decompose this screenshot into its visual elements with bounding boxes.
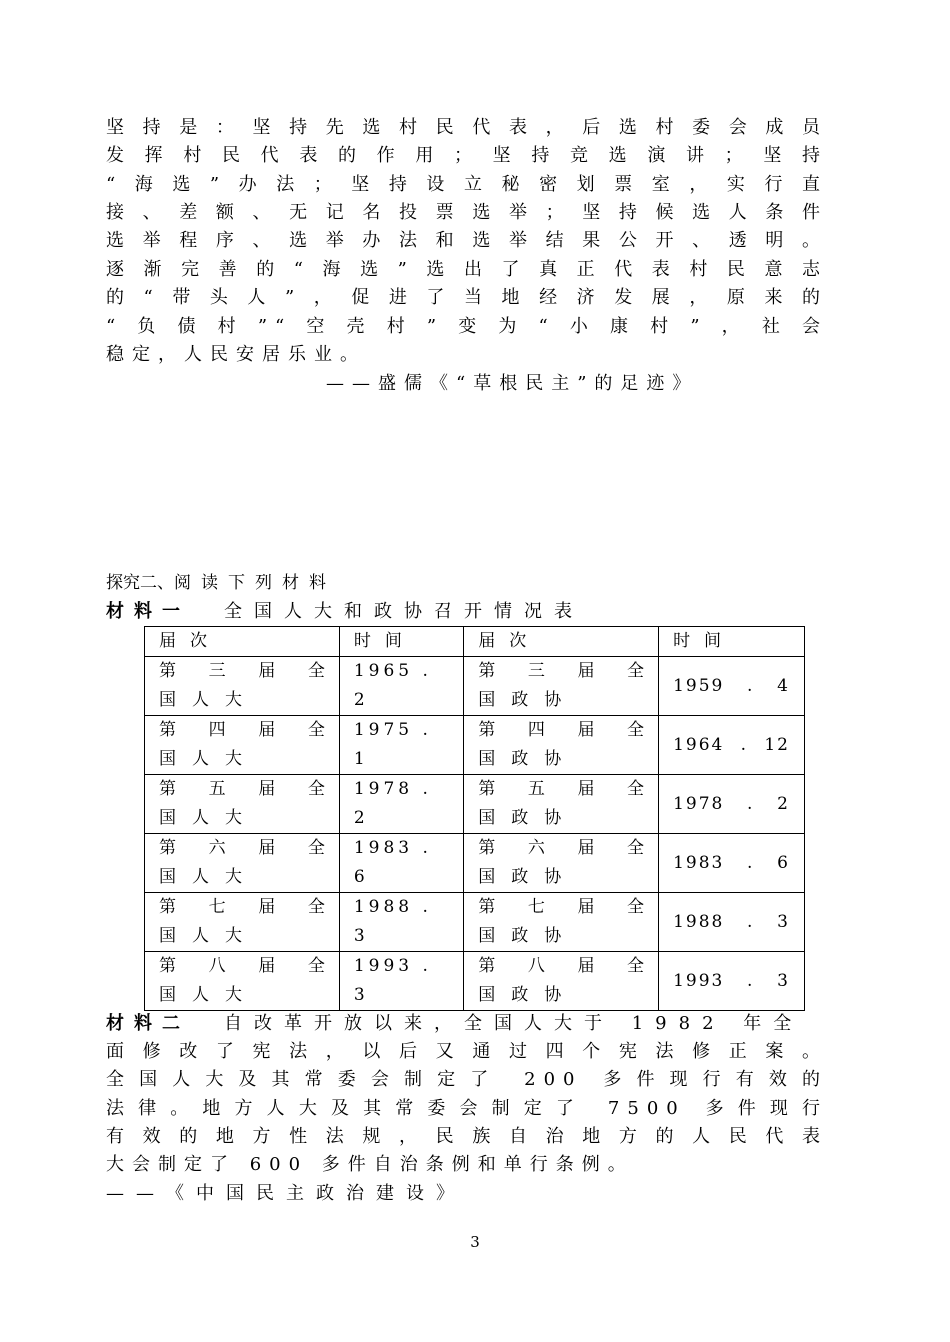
table-row xyxy=(145,657,805,716)
cppcc-session-cell xyxy=(464,716,659,775)
cppcc-time-cell xyxy=(659,716,805,775)
cppcc-session-name: 第六届全 xyxy=(478,838,645,858)
cppcc-time-cell xyxy=(659,893,805,952)
table-row xyxy=(145,716,805,775)
cppcc-session-name: 国政协 xyxy=(478,985,578,1005)
cppcc-session-name: 第五届全 xyxy=(478,779,645,799)
cppcc-time: 1978 . 2 xyxy=(673,793,790,814)
npc-session-cell xyxy=(145,893,340,952)
table-header-cell: 时间 xyxy=(339,627,463,657)
npc-session-cell xyxy=(145,834,340,893)
cppcc-session-cell xyxy=(464,834,659,893)
npc-session-name: 第三届全 xyxy=(159,661,325,681)
npc-time: 6 xyxy=(353,867,365,887)
table-header-row xyxy=(145,627,805,657)
page-number: 3 xyxy=(470,1233,480,1251)
npc-session-name: 第五届全 xyxy=(159,779,325,799)
npc-session-cell xyxy=(145,952,340,1011)
npc-time: 2 xyxy=(353,690,365,710)
npc-time-cell xyxy=(339,657,463,716)
cppcc-session-name: 国政协 xyxy=(478,749,578,769)
npc-time: 1988 . xyxy=(353,897,432,917)
npc-session-name: 第六届全 xyxy=(159,838,325,858)
npc-time-cell xyxy=(339,893,463,952)
cppcc-time: 1993 . 3 xyxy=(673,970,790,991)
npc-time-cell xyxy=(339,834,463,893)
table-header-cell: 届次 xyxy=(464,627,659,657)
table-header-cell: 届次 xyxy=(145,627,340,657)
material-2-text: 自改革开放以来，全国人大于 1982 年全 xyxy=(224,1013,804,1034)
npc-time-cell xyxy=(339,775,463,834)
material-2-line: 法律。地方人大及其常委会制定了 7500 多件现行 xyxy=(106,1098,828,1119)
section-2-prefix: 探究二、 xyxy=(106,573,174,593)
paragraph-1-line: 逐渐完善的“海选”选出了真正代表村民意志 xyxy=(106,259,828,280)
section-2-heading xyxy=(106,570,336,596)
cppcc-time-cell xyxy=(659,834,805,893)
npc-time: 1975 . xyxy=(353,720,432,740)
cppcc-time: 1959 . 4 xyxy=(673,675,790,696)
cppcc-session-name: 第三届全 xyxy=(478,661,645,681)
npc-session-name: 国人大 xyxy=(159,867,258,887)
cppcc-time: 1988 . 3 xyxy=(673,911,790,932)
npc-session-name: 国人大 xyxy=(159,926,258,946)
cppcc-session-name: 国政协 xyxy=(478,690,578,710)
material-1-title: 全国人大和政协召开情况表 xyxy=(224,601,584,622)
cppcc-time-cell xyxy=(659,657,805,716)
cppcc-time-cell xyxy=(659,952,805,1011)
cppcc-session-cell xyxy=(464,952,659,1011)
npc-time: 1983 . xyxy=(353,838,432,858)
npc-session-name: 第四届全 xyxy=(159,720,325,740)
paragraph-1-line: 坚持是：坚持先选村民代表，后选村委会成员 xyxy=(106,117,828,138)
cppcc-time-cell xyxy=(659,775,805,834)
material-2-first-line xyxy=(106,1010,828,1038)
npc-time: 3 xyxy=(353,985,365,1005)
material-2-line: 大会制定了 600 多件自治条例和单行条例。 xyxy=(106,1154,634,1175)
npc-time-cell xyxy=(339,716,463,775)
cppcc-session-name: 国政协 xyxy=(478,808,578,828)
paragraph-1-source: ——盛儒《“草根民主”的足迹》 xyxy=(326,373,699,394)
cppcc-session-cell xyxy=(464,657,659,716)
table-row xyxy=(145,893,805,952)
paragraph-1-line: 接、差额、无记名投票选举；坚持候选人条件 xyxy=(106,202,828,223)
table-row xyxy=(145,775,805,834)
npc-session-name: 国人大 xyxy=(159,808,258,828)
cppcc-time: 1964 . 12 xyxy=(673,734,790,755)
paragraph-1-line: 的“带头人”，促进了当地经济发展，原来的 xyxy=(106,287,828,308)
npc-time: 3 xyxy=(353,926,365,946)
paragraph-1-line: “海选”办法；坚持设立秘密划票室，实行直 xyxy=(106,174,828,195)
npc-session-cell xyxy=(145,775,340,834)
material-1-heading xyxy=(106,598,584,626)
npc-session-cell xyxy=(145,657,340,716)
paragraph-1-line: 选举程序、选举办法和选举结果公开、透明。 xyxy=(106,230,828,251)
cppcc-session-name: 第七届全 xyxy=(478,897,645,917)
material-2-line: 面修改了宪法，以后又通过四个宪法修正案。 xyxy=(106,1041,828,1062)
npc-session-name: 第七届全 xyxy=(159,897,325,917)
paragraph-1-line: 稳定，人民安居乐业。 xyxy=(106,344,366,365)
section-2-title: 阅读下列材料 xyxy=(174,573,336,593)
paragraph-1-line: “负债村”“空壳村”变为“小康村”，社会 xyxy=(106,316,828,337)
table-header-cell: 时间 xyxy=(659,627,805,657)
cppcc-session-name: 国政协 xyxy=(478,867,578,887)
npc-session-name: 第八届全 xyxy=(159,956,325,976)
npc-time: 2 xyxy=(353,808,365,828)
npc-time: 1993 . xyxy=(353,956,432,976)
npc-session-name: 国人大 xyxy=(159,749,258,769)
npc-session-name: 国人大 xyxy=(159,690,258,710)
npc-session-name: 国人大 xyxy=(159,985,258,1005)
npc-time: 1978 . xyxy=(353,779,432,799)
cppcc-session-name: 国政协 xyxy=(478,926,578,946)
material-2-line: 有效的地方性法规，民族自治地方的人民代表 xyxy=(106,1126,828,1147)
cppcc-time: 1983 . 6 xyxy=(673,852,790,873)
npc-time: 1965 . xyxy=(353,661,432,681)
table-row xyxy=(145,834,805,893)
cppcc-session-name: 第四届全 xyxy=(478,720,645,740)
npc-time-cell xyxy=(339,952,463,1011)
material-1-label: 材料一 xyxy=(106,601,190,622)
npc-session-cell xyxy=(145,716,340,775)
cppcc-session-cell xyxy=(464,893,659,952)
npc-time: 1 xyxy=(353,749,365,769)
table-row xyxy=(145,952,805,1011)
cppcc-session-cell xyxy=(464,775,659,834)
cppcc-session-name: 第八届全 xyxy=(478,956,645,976)
material-2-source: ——《中国民主政治建设》 xyxy=(106,1183,466,1204)
material-2-line: 全国人大及其常委会制定了 200 多件现行有效的 xyxy=(106,1069,828,1090)
congress-table xyxy=(144,626,805,1011)
paragraph-1-line: 发挥村民代表的作用；坚持竞选演讲；坚持 xyxy=(106,145,828,166)
material-2-label: 材料二 xyxy=(106,1013,190,1034)
